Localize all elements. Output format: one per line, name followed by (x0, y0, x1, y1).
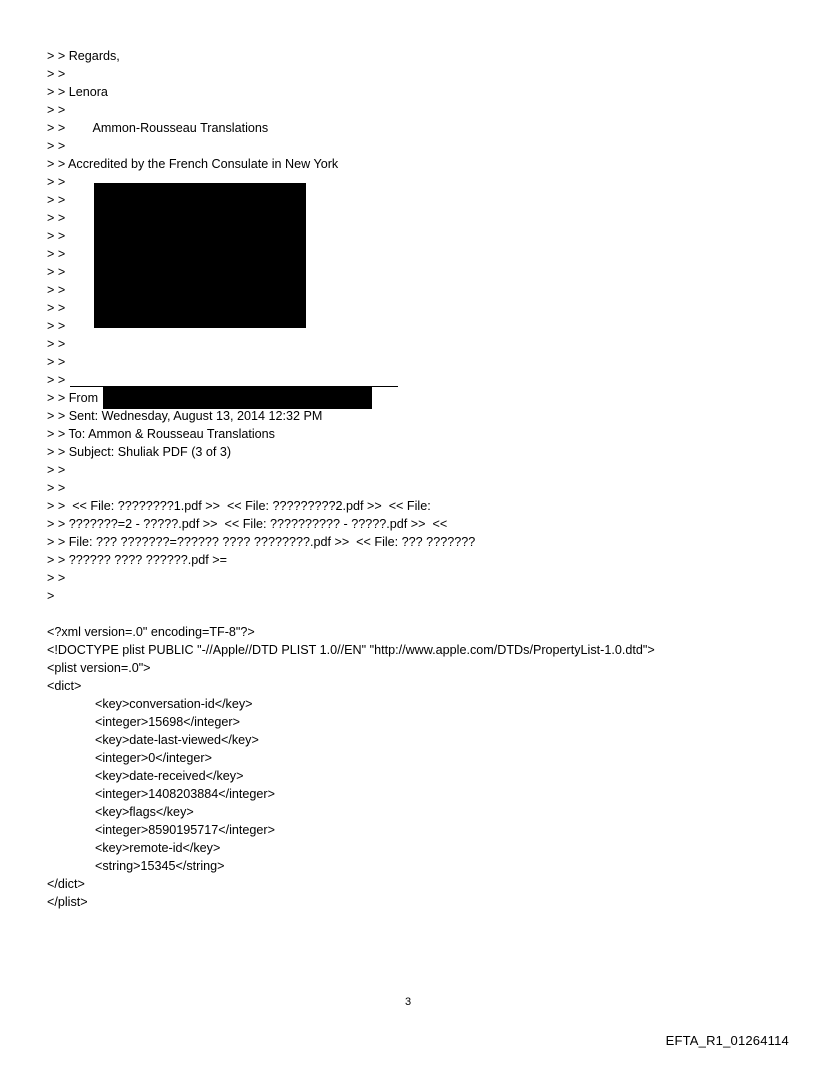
plist-open-tag: <plist version=.0"> (47, 661, 151, 675)
quoted-line: > > (47, 319, 66, 333)
dict-entry: <key>remote-id</key> (95, 841, 221, 855)
plist-xml (47, 623, 787, 911)
quoted-line: > > Ammon-Rousseau Translations (47, 121, 269, 135)
dict-entry: <key>date-received</key> (95, 769, 244, 783)
quoted-line: > > From (47, 391, 99, 405)
quoted-line: > > (47, 337, 66, 351)
quoted-line: > > (47, 301, 66, 315)
plist-close-tag: </plist> (47, 895, 88, 909)
quoted-line: > > Lenora (47, 85, 108, 99)
dict-open-tag: <dict> (47, 679, 82, 693)
spacer (47, 605, 787, 623)
signature-redaction (94, 183, 306, 328)
quoted-line: > > (47, 193, 66, 207)
dict-entry: <integer>8590195717</integer> (95, 823, 275, 837)
xml-declaration: <?xml version=.0" encoding=TF-8"?> (47, 625, 255, 639)
quoted-line: > > (47, 481, 66, 495)
quoted-line: > > (47, 229, 66, 243)
dict-entry: <string>15345</string> (95, 859, 225, 873)
doctype-line: <!DOCTYPE plist PUBLIC "-//Apple//DTD PLIST 1.0//EN" "http://www.apple.com/DTDs/PropertyList-1.0.dtd"> (47, 643, 655, 657)
dict-close-tag: </dict> (47, 877, 85, 891)
quoted-line: > > << File: ????????1.pdf >> << File: ?????????2.pdf >> << File: (47, 499, 431, 513)
quoted-line: > > (47, 103, 66, 117)
dict-entry: <key>flags</key> (95, 805, 194, 819)
quoted-line: > > To: Ammon & Rousseau Translations (47, 427, 275, 441)
quoted-line: > > File: ??? ???????=?????? ???? ????????.pdf >> << File: ??? ??????? (47, 535, 476, 549)
dict-entry: <integer>1408203884</integer> (95, 787, 275, 801)
dict-entry: <key>conversation-id</key> (95, 697, 253, 711)
dict-entry: <integer>15698</integer> (95, 715, 240, 729)
page-number: 3 (404, 996, 412, 1008)
quoted-line: > > (47, 139, 66, 153)
quoted-line: > (47, 589, 55, 603)
quoted-line: > > (47, 67, 66, 81)
sender-redaction (103, 387, 372, 409)
quoted-line: > > Accredited by the French Consulate in New York (47, 157, 339, 171)
dict-entry: <integer>0</integer> (95, 751, 212, 765)
quoted-line: > > Sent: Wednesday, August 13, 2014 12:32 PM (47, 409, 323, 423)
quoted-line: > > (47, 211, 66, 225)
quoted-line: > > Subject: Shuliak PDF (3 of 3) (47, 445, 232, 459)
document-id: EFTA_R1_01264114 (665, 1033, 789, 1048)
quoted-line: > > (47, 463, 66, 477)
quoted-line: > > (47, 247, 66, 261)
document-body (47, 47, 787, 911)
dict-entries (47, 695, 787, 875)
quoted-line: > > (47, 373, 66, 387)
quoted-line: > > (47, 283, 66, 297)
dict-entry: <key>date-last-viewed</key> (95, 733, 259, 747)
quoted-line: > > (47, 571, 66, 585)
quoted-line: > > ???????=2 - ?????.pdf >> << File: ?????????? - ?????.pdf >> << (47, 517, 448, 531)
quoted-line: > > (47, 175, 66, 189)
quoted-line: > > (47, 265, 66, 279)
quoted-line: > > (47, 355, 66, 369)
quoted-line: > > ?????? ???? ??????.pdf >= (47, 553, 227, 567)
quoted-line: > > Regards, (47, 49, 120, 63)
